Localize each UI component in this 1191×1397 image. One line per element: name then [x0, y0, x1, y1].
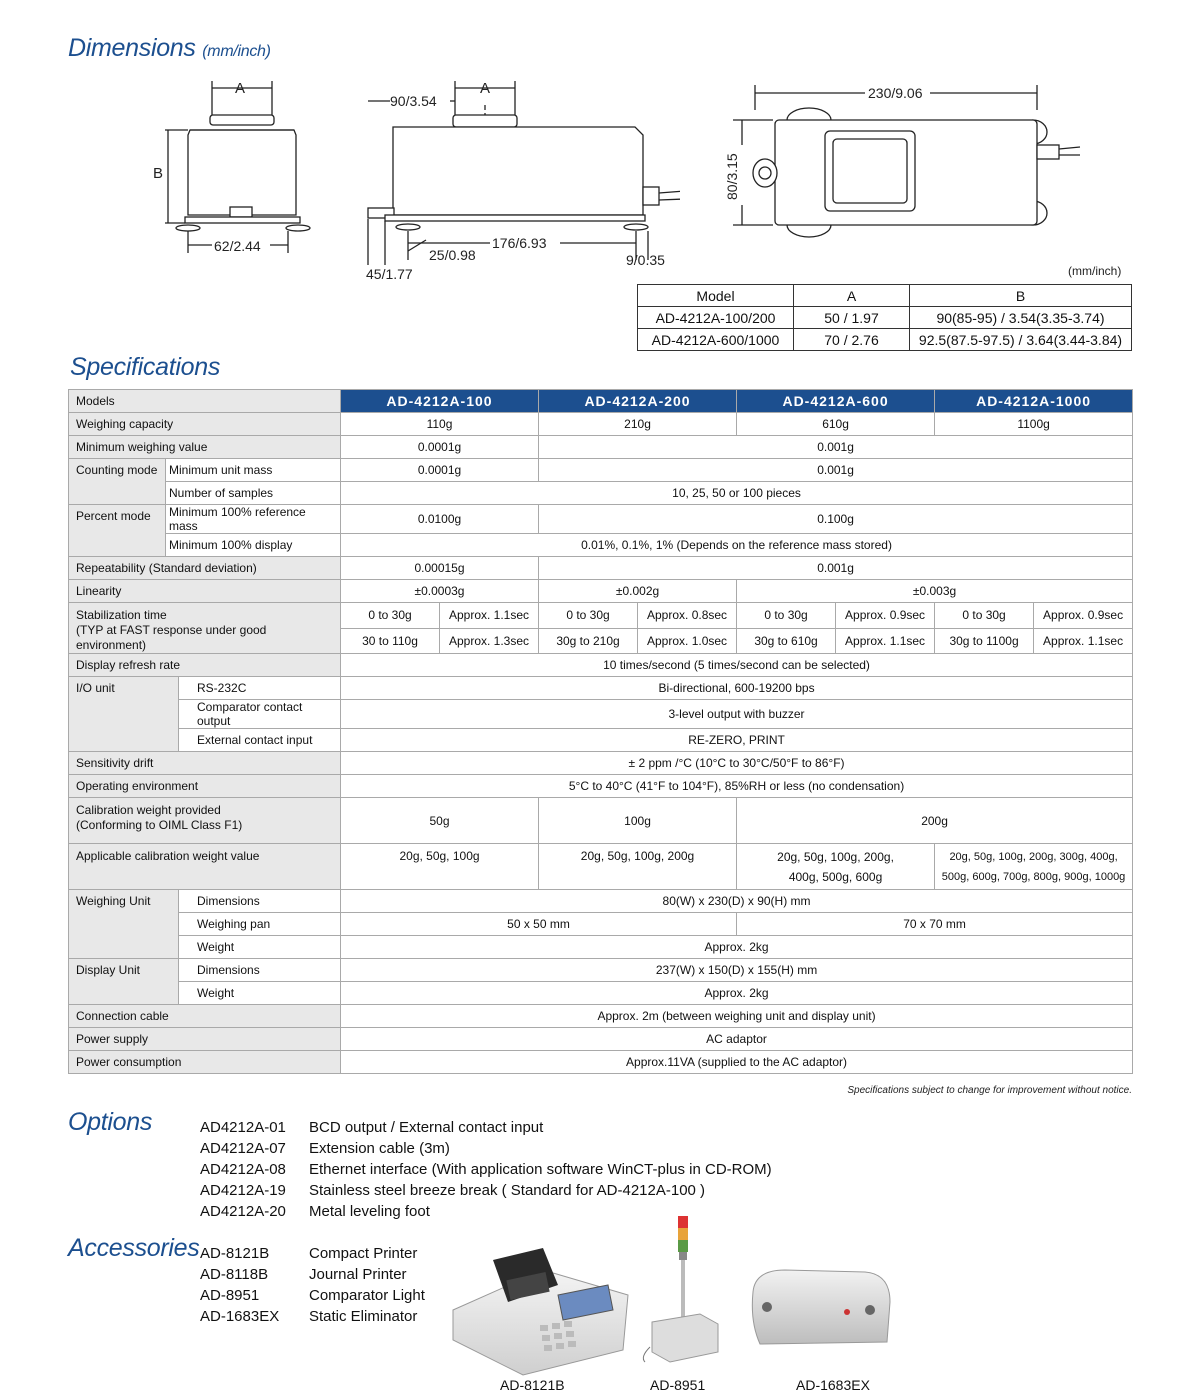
sub-label: Dimensions	[179, 959, 341, 982]
table-row	[69, 505, 1133, 534]
table-cell: 30g to 1100g	[935, 628, 1034, 654]
option-desc: Metal leveling foot	[309, 1203, 430, 1220]
stab-sublabel: (TYP at FAST response under good environment)	[76, 623, 267, 652]
sub-label: Comparator contact output	[179, 700, 341, 729]
table-cell: Approx. 2m (between weighing unit and display unit)	[341, 1005, 1133, 1028]
list-item	[200, 1306, 425, 1327]
accessory-code: AD-8121B	[200, 1245, 270, 1262]
table-cell: 92.5(87.5-97.5) / 3.64(3.44-3.84)	[910, 329, 1132, 351]
table-cell: AC adaptor	[341, 1028, 1133, 1051]
sub-label: Minimum unit mass	[166, 459, 341, 482]
table-row	[69, 700, 1133, 729]
table-cell: 0 to 30g	[935, 603, 1034, 629]
table-cell: 20g, 50g, 100g	[341, 844, 539, 890]
table-cell: AD-4212A-100/200	[638, 307, 794, 329]
options-title: Options	[68, 1108, 153, 1136]
table-cell: Approx. 2kg	[341, 982, 1133, 1005]
model-header: AD-4212A-200	[539, 390, 737, 413]
accessories-list	[200, 1243, 425, 1327]
list-item	[200, 1285, 425, 1306]
sub-label: Dimensions	[179, 890, 341, 913]
table-row	[69, 1005, 1133, 1028]
row-label	[69, 798, 341, 844]
model-header: AD-4212A-100	[341, 390, 539, 413]
row-label: Weighing capacity	[69, 413, 341, 436]
table-row	[69, 798, 1133, 844]
accessory-desc: Comparator Light	[309, 1287, 425, 1304]
row-label: Power supply	[69, 1028, 341, 1051]
option-desc: Stainless steel breeze break ( Standard for AD-4212A-100 )	[309, 1182, 706, 1199]
accessory-code: AD-8118B	[200, 1266, 269, 1283]
dimensions-title-text: Dimensions	[68, 34, 196, 62]
dim-label-230: 230/9.06	[868, 85, 923, 101]
table-row	[638, 307, 1132, 329]
specs-note: Specifications subject to change for improvement without notice.	[847, 1085, 1132, 1096]
specifications-table	[68, 389, 1133, 1074]
table-cell: Bi-directional, 600-19200 bps	[341, 677, 1133, 700]
table-row	[69, 729, 1133, 752]
row-label: Weighing Unit	[69, 890, 179, 959]
list-item	[200, 1180, 772, 1201]
option-code: AD4212A-20	[200, 1203, 286, 1220]
comparator-light-image	[640, 1212, 725, 1372]
table-row	[69, 482, 1133, 505]
list-item	[200, 1159, 772, 1180]
table-cell: ±0.003g	[737, 580, 1133, 603]
table-row	[69, 936, 1133, 959]
cell-line: 20g, 50g, 100g, 200g, 300g, 400g,	[949, 850, 1118, 863]
row-label: I/O unit	[69, 677, 179, 752]
table-cell: 10 times/second (5 times/second can be selected)	[341, 654, 1133, 677]
specifications-title: Specifications	[70, 353, 221, 381]
table-cell: ± 2 ppm /°C (10°C to 30°C/50°F to 86°F)	[341, 752, 1133, 775]
option-desc: Extension cable (3m)	[309, 1140, 450, 1157]
table-cell: 20g, 50g, 100g, 200g	[539, 844, 737, 890]
table-row	[69, 1051, 1133, 1074]
header-model: Model	[638, 285, 794, 307]
table-row	[69, 654, 1133, 677]
table-cell: 237(W) x 150(D) x 155(H) mm	[341, 959, 1133, 982]
option-desc: BCD output / External contact input	[309, 1119, 544, 1136]
table-cell: RE-ZERO, PRINT	[341, 729, 1133, 752]
table-row	[69, 982, 1133, 1005]
dim-label-45: 45/1.77	[366, 266, 413, 282]
row-label: Connection cable	[69, 1005, 341, 1028]
table-cell: 0 to 30g	[737, 603, 836, 629]
table-cell: 0.001g	[539, 557, 1133, 580]
cell-line: 500g, 600g, 700g, 800g, 900g, 1000g	[941, 870, 1126, 883]
row-label	[69, 603, 341, 654]
table-cell: ±0.002g	[539, 580, 737, 603]
sub-label: Weight	[179, 936, 341, 959]
table-cell: 30 to 110g	[341, 628, 440, 654]
table-row	[69, 603, 1133, 629]
sub-label: External contact input	[179, 729, 341, 752]
cell-line: 20g, 50g, 100g, 200g,	[777, 849, 894, 864]
table-cell: ±0.0003g	[341, 580, 539, 603]
table-cell: Approx. 1.1sec	[440, 603, 539, 629]
table-cell: 0 to 30g	[341, 603, 440, 629]
cal-sublabel: (Conforming to OIML Class F1)	[76, 818, 243, 832]
row-label: Minimum weighing value	[69, 436, 341, 459]
row-label: Operating environment	[69, 775, 341, 798]
table-row	[69, 390, 1133, 413]
accessories-title: Accessories	[68, 1234, 200, 1262]
table-row	[69, 413, 1133, 436]
row-label: Applicable calibration weight value	[69, 844, 341, 890]
table-row	[69, 557, 1133, 580]
table-row	[638, 329, 1132, 351]
dimensions-unit: (mm/inch)	[202, 43, 271, 60]
table-cell: Approx. 0.8sec	[638, 603, 737, 629]
table-row	[69, 436, 1133, 459]
dim-label-9: 9/0.35	[626, 252, 665, 268]
models-label: Models	[69, 390, 341, 413]
list-item	[200, 1243, 425, 1264]
table-cell: 0.001g	[539, 459, 1133, 482]
option-desc: Ethernet interface (With application software WinCT-plus in CD-ROM)	[309, 1161, 772, 1178]
dim-label-a-side: A	[480, 80, 491, 97]
table-cell: 70 x 70 mm	[737, 913, 1133, 936]
sub-label: Weighing pan	[179, 913, 341, 936]
table-row	[638, 285, 1132, 307]
table-cell: 100g	[539, 798, 737, 844]
table-cell: Approx. 1.0sec	[638, 628, 737, 654]
table-row	[69, 959, 1133, 982]
model-dimension-table	[637, 284, 1132, 351]
table-cell: Approx. 1.1sec	[1034, 628, 1133, 654]
table-cell: 90(85-95) / 3.54(3.35-3.74)	[910, 307, 1132, 329]
accessory-caption: AD-1683EX	[796, 1377, 870, 1393]
table-row	[69, 775, 1133, 798]
accessory-desc: Compact Printer	[309, 1245, 418, 1262]
table-cell: 610g	[737, 413, 935, 436]
table-cell: Approx. 1.1sec	[836, 628, 935, 654]
table-cell: 30g to 210g	[539, 628, 638, 654]
table-row	[69, 890, 1133, 913]
sub-label: Number of samples	[166, 482, 341, 505]
table-cell: 0 to 30g	[539, 603, 638, 629]
front-view-drawing	[140, 75, 320, 255]
table-cell: 5°C to 40°C (41°F to 104°F), 85%RH or less (no condensation)	[341, 775, 1133, 798]
row-label: Display refresh rate	[69, 654, 341, 677]
table-cell	[737, 844, 935, 890]
row-label: Linearity	[69, 580, 341, 603]
table-row	[69, 580, 1133, 603]
option-code: AD4212A-08	[200, 1161, 286, 1178]
dim-label-b: B	[153, 165, 164, 182]
table-cell: 3-level output with buzzer	[341, 700, 1133, 729]
table-cell: 30g to 610g	[737, 628, 836, 654]
table-cell: 70 / 2.76	[794, 329, 910, 351]
table-row	[69, 677, 1133, 700]
accessory-caption: AD-8951	[650, 1377, 706, 1393]
table-row	[69, 752, 1133, 775]
model-header: AD-4212A-1000	[935, 390, 1133, 413]
compact-printer-image	[448, 1240, 633, 1378]
sub-label: Minimum 100% display	[166, 534, 341, 557]
cell-line: 400g, 500g, 600g	[788, 869, 883, 884]
row-label: Sensitivity drift	[69, 752, 341, 775]
dim-label-a-front: A	[235, 80, 246, 97]
table-cell: Approx. 0.9sec	[1034, 603, 1133, 629]
table-row	[69, 844, 1133, 890]
table-cell: 0.001g	[539, 436, 1133, 459]
table-cell: Approx. 0.9sec	[836, 603, 935, 629]
table-cell: 0.0100g	[341, 505, 539, 534]
table-cell: Approx. 2kg	[341, 936, 1133, 959]
option-code: AD4212A-07	[200, 1140, 286, 1157]
table-unit-label: (mm/inch)	[1068, 264, 1122, 278]
table-row	[69, 1028, 1133, 1051]
model-header: AD-4212A-600	[737, 390, 935, 413]
option-code: AD4212A-01	[200, 1119, 286, 1136]
table-cell: 0.0001g	[341, 436, 539, 459]
table-row	[69, 534, 1133, 557]
table-cell: 0.0001g	[341, 459, 539, 482]
list-item	[200, 1264, 425, 1285]
table-cell: 0.100g	[539, 505, 1133, 534]
table-cell: 200g	[737, 798, 1133, 844]
table-cell: 50 / 1.97	[794, 307, 910, 329]
row-label: Percent mode	[69, 505, 166, 557]
cal-label: Calibration weight provided	[76, 803, 221, 817]
table-cell: AD-4212A-600/1000	[638, 329, 794, 351]
table-cell: 50g	[341, 798, 539, 844]
table-cell: 210g	[539, 413, 737, 436]
table-cell: 0.01%, 0.1%, 1% (Depends on the reference mass stored)	[341, 534, 1133, 557]
dim-label-80: 80/3.15	[724, 153, 740, 200]
row-label: Repeatability (Standard deviation)	[69, 557, 341, 580]
static-eliminator-image	[745, 1262, 895, 1354]
dim-label-176: 176/6.93	[492, 235, 547, 251]
row-label: Display Unit	[69, 959, 179, 1005]
accessory-code: AD-8951	[200, 1287, 260, 1304]
option-code: AD4212A-19	[200, 1182, 286, 1199]
table-cell	[935, 844, 1133, 890]
dimensions-title	[68, 34, 271, 63]
options-list	[200, 1117, 772, 1222]
table-cell: Approx.11VA (supplied to the AC adaptor)	[341, 1051, 1133, 1074]
header-a: A	[794, 285, 910, 307]
row-label: Counting mode	[69, 459, 166, 505]
row-label: Power consumption	[69, 1051, 341, 1074]
dim-label-62: 62/2.44	[214, 238, 261, 254]
table-cell: 50 x 50 mm	[341, 913, 737, 936]
table-row	[69, 459, 1133, 482]
accessory-code: AD-1683EX	[200, 1308, 280, 1325]
table-cell: 110g	[341, 413, 539, 436]
table-cell: 80(W) x 230(D) x 90(H) mm	[341, 890, 1133, 913]
accessory-desc: Static Eliminator	[309, 1308, 418, 1325]
header-b: B	[910, 285, 1132, 307]
sub-label: RS-232C	[179, 677, 341, 700]
accessory-desc: Journal Printer	[309, 1266, 407, 1283]
table-cell: 0.00015g	[341, 557, 539, 580]
dim-label-25: 25/0.98	[429, 247, 476, 263]
table-cell: 1100g	[935, 413, 1133, 436]
stab-label: Stabilization time	[76, 608, 167, 622]
dim-label-90: 90/3.54	[390, 93, 437, 109]
table-cell: 10, 25, 50 or 100 pieces	[341, 482, 1133, 505]
table-row	[69, 913, 1133, 936]
list-item	[200, 1117, 772, 1138]
accessory-caption: AD-8121B	[500, 1377, 565, 1393]
sub-label: Minimum 100% reference mass	[166, 505, 341, 534]
table-cell: Approx. 1.3sec	[440, 628, 539, 654]
list-item	[200, 1138, 772, 1159]
sub-label: Weight	[179, 982, 341, 1005]
